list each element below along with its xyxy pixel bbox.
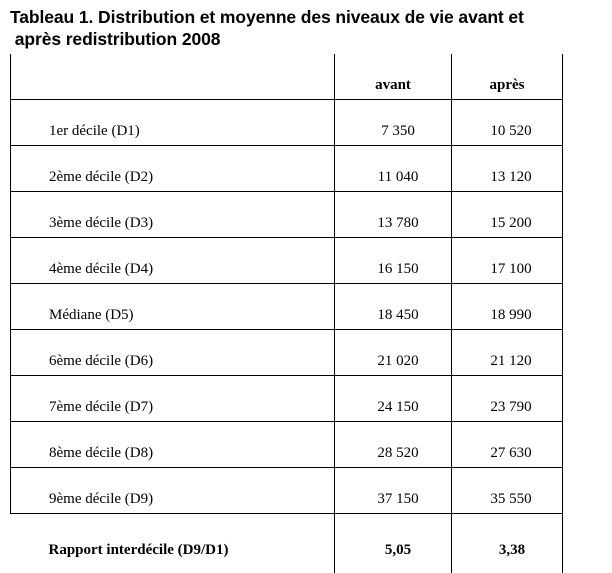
row-value-avant: 7 350 [335, 100, 452, 146]
table-total-row [11, 514, 563, 573]
row-value-avant: 24 150 [335, 376, 452, 422]
table-title-line-2: après redistribution 2008 [10, 29, 221, 49]
row-label: 3ème décile (D3) [11, 192, 335, 238]
table-row [11, 100, 563, 146]
row-label: 6ème décile (D6) [11, 330, 335, 376]
row-value-apres: 18 990 [452, 284, 563, 330]
row-value-apres: 10 520 [452, 100, 563, 146]
row-label: 1er décile (D1) [11, 100, 335, 146]
table-row [11, 330, 563, 376]
table-row [11, 284, 563, 330]
row-value-avant: 21 020 [335, 330, 452, 376]
total-label: Rapport interdécile (D9/D1) [11, 514, 335, 573]
column-header-label [11, 54, 335, 100]
table-title [10, 6, 610, 50]
row-value-apres: 13 120 [452, 146, 563, 192]
table-row [11, 238, 563, 284]
row-value-apres: 21 120 [452, 330, 563, 376]
column-header-apres: après [452, 54, 563, 100]
row-value-apres: 15 200 [452, 192, 563, 238]
row-value-avant: 13 780 [335, 192, 452, 238]
row-label: 8ème décile (D8) [11, 422, 335, 468]
row-label: 2ème décile (D2) [11, 146, 335, 192]
row-value-avant: 37 150 [335, 468, 452, 514]
row-value-apres: 27 630 [452, 422, 563, 468]
total-value-avant: 5,05 [335, 514, 452, 573]
row-label: 9ème décile (D9) [11, 468, 335, 514]
row-value-apres: 23 790 [452, 376, 563, 422]
data-table-container [10, 54, 562, 573]
table-header-row [11, 54, 563, 100]
data-table [10, 54, 563, 573]
row-value-avant: 28 520 [335, 422, 452, 468]
table-row [11, 376, 563, 422]
row-value-avant: 18 450 [335, 284, 452, 330]
column-header-avant: avant [335, 54, 452, 100]
row-value-avant: 11 040 [335, 146, 452, 192]
row-label: 4ème décile (D4) [11, 238, 335, 284]
row-value-avant: 16 150 [335, 238, 452, 284]
table-title-line-1: Tableau 1. Distribution et moyenne des niveaux de vie avant et [10, 7, 524, 27]
row-label: 7ème décile (D7) [11, 376, 335, 422]
row-value-apres: 35 550 [452, 468, 563, 514]
total-value-apres: 3,38 [452, 514, 563, 573]
row-label: Médiane (D5) [11, 284, 335, 330]
table-row [11, 192, 563, 238]
row-value-apres: 17 100 [452, 238, 563, 284]
table-row [11, 468, 563, 514]
table-row [11, 422, 563, 468]
table-row [11, 146, 563, 192]
